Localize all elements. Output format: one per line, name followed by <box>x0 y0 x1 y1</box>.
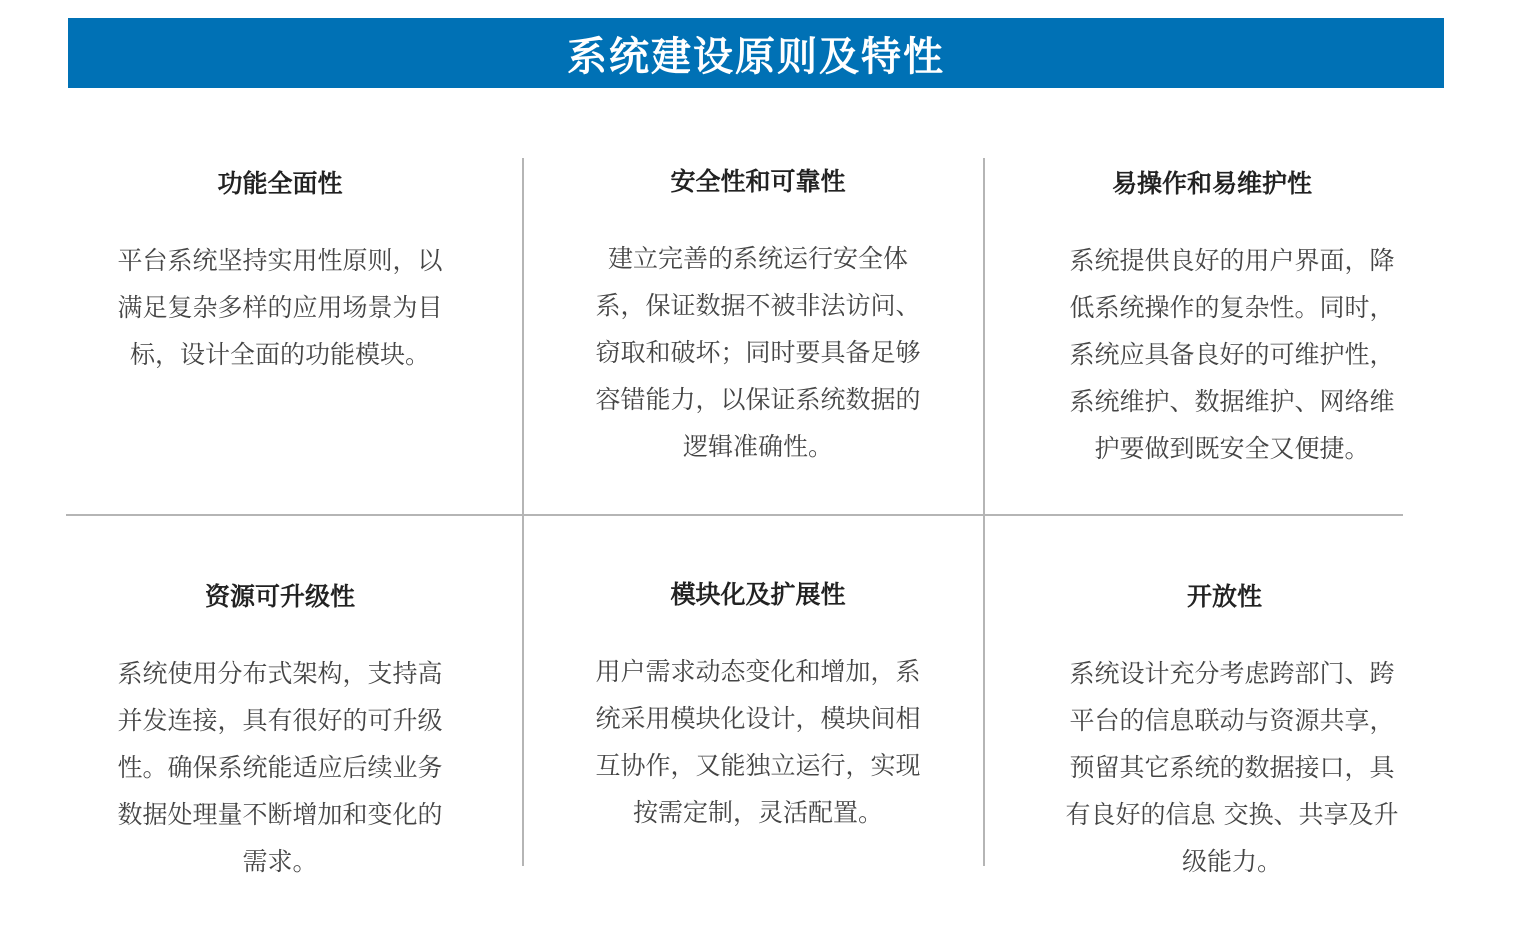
page-title: 系统建设原则及特性 <box>567 33 945 80</box>
principle-description: 平台系统坚持实用性原则，以 满足复杂多样的应用场景为目 标，设计全面的功能模块。 <box>117 246 443 369</box>
principle-title: 资源可升级性 <box>204 582 355 611</box>
principle-description: 系统使用分布式架构，支持高 并发连接，具有很好的可升级 性。确保系统能适应后续业务 数据处理量不断增加和变化的 需求。 <box>117 659 443 876</box>
principle-title: 模块化及扩展性 <box>670 580 846 609</box>
principle-description: 建立完善的系统运行安全体 系，保证数据不被非法访问、 窃取和破坏；同时要具备足够 容错能力，以保证系统数据的 逻辑准确性。 <box>595 244 921 461</box>
principle-title: 开放性 <box>1186 582 1262 611</box>
principle-card-security <box>568 164 948 470</box>
principle-description: 系统提供良好的用户界面，降 低系统操作的复杂性。同时， 系统应具备良好的可维护性， 系统维护、数据维护、网络维 护要做到既安全又便捷。 <box>1069 246 1395 463</box>
principle-description: 系统设计充分考虑跨部门、跨 平台的信息联动与资源共享， 预留其它系统的数据接口，具 有良好的信息 交换、共享及升 级能力。 <box>1065 659 1399 876</box>
principle-title: 易操作和易维护性 <box>1111 169 1312 198</box>
principle-title: 功能全面性 <box>217 169 343 198</box>
principle-title: 安全性和可靠性 <box>670 167 846 196</box>
divider-vertical-left <box>522 158 524 866</box>
principle-description: 用户需求动态变化和增加，系 统采用模块化设计，模块间相 互协作，又能独立运行，实现 按需定制，灵活配置。 <box>595 657 921 827</box>
principle-card-maintainability <box>1032 166 1432 472</box>
principle-card-scalability <box>90 579 470 885</box>
header-banner <box>68 18 1444 88</box>
divider-horizontal <box>66 514 1403 516</box>
principle-card-modularity <box>568 577 948 836</box>
divider-vertical-right <box>983 158 985 866</box>
principle-card-functionality <box>90 166 470 378</box>
principle-card-openness <box>1032 579 1432 885</box>
